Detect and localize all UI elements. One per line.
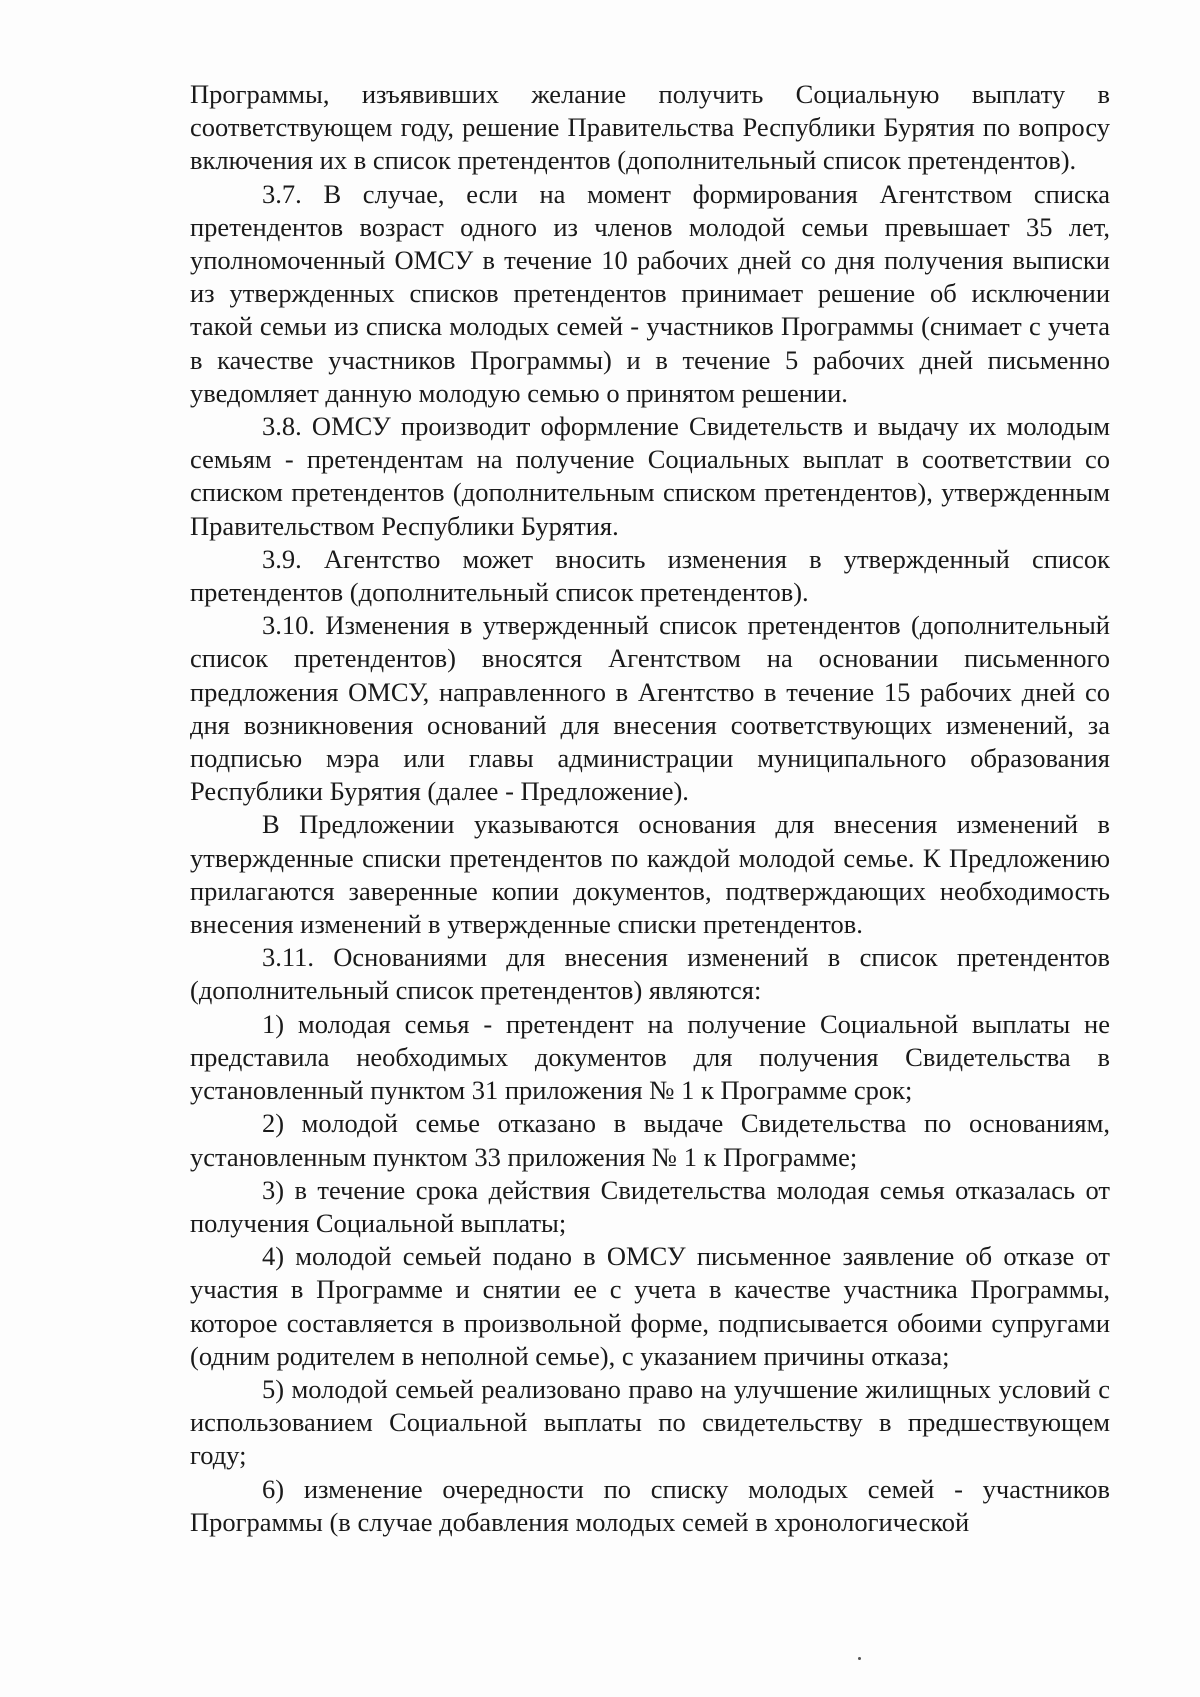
scan-speck	[858, 1657, 861, 1660]
paragraph-3-8: 3.8. ОМСУ производит оформление Свидетельств и выдачу их молодым семьям - претендентам на получение Социальных выплат в соответствии со списком претендентов (дополнительным списком претендентов), утвержденным Правительством Республики Бурятия.	[190, 411, 1110, 541]
list-item-5: 5) молодой семьей реализовано право на улучшение жилищных условий с использованием Социальной выплаты по свидетельству в предшествующем году;	[190, 1373, 1110, 1471]
paragraph-3-9: 3.9. Агентство может вносить изменения в утвержденный список претендентов (дополнительный список претендентов).	[190, 543, 1110, 608]
document-body	[190, 78, 1110, 1539]
paragraph-3-11: 3.11. Основаниями для внесения изменений в список претендентов (дополнительный список претендентов) являются:	[190, 942, 1110, 1006]
list-item-6: 6) изменение очередности по списку молодых семей - участников Программы (в случае добавления молодых семей в хронологической	[190, 1473, 1110, 1537]
paragraph-continuation: Программы, изъявивших желание получить Социальную выплату в соответствующем году, решение Правительства Республики Бурятия по вопросу включения их в список претендентов (дополнительный список претендентов).	[190, 79, 1110, 176]
paragraph-3-10: 3.10. Изменения в утвержденный список претендентов (дополнительный список претендентов) вносятся Агентством на основании письменного предложения ОМСУ, направленного в Агентство в течение 15 рабочих дней со дня возникновения оснований для внесения соответствующих изменений, за подписью мэра или главы администрации муниципального образования Республики Бурятия (далее - Предложение).	[190, 610, 1110, 807]
paragraph-3-7: 3.7. В случае, если на момент формирования Агентством списка претендентов возраст одного из членов молодой семьи превышает 35 лет, уполномоченный ОМСУ в течение 10 рабочих дней со дня получения выписки из утвержденных списков претендентов принимает решение об исключении такой семьи из списка молодых семей - участников Программы (снимает с учета в качестве участников Программы) и в течение 5 рабочих дней письменно уведомляет данную молодую семью о принятом решении.	[190, 178, 1110, 408]
list-item-4: 4) молодой семьей подано в ОМСУ письменное заявление об отказе от участия в Программе и снятии ее с учета в качестве участника Программы, которое составляется в произвольной форме, подписывается обоими супругами (одним родителем в неполной семье), с указанием причины отказа;	[190, 1241, 1110, 1371]
list-item-1: 1) молодая семья - претендент на получение Социальной выплаты не представила необходимых документов для получения Свидетельства в установленный пунктом 31 приложения № 1 к Программе срок;	[190, 1008, 1110, 1106]
list-item-3: 3) в течение срока действия Свидетельства молодая семья отказалась от получения Социальной выплаты;	[190, 1174, 1110, 1238]
list-item-2: 2) молодой семье отказано в выдаче Свидетельства по основаниям, установленным пунктом 33 приложения № 1 к Программе;	[190, 1108, 1110, 1172]
paragraph-proposal: В Предложении указываются основания для внесения изменений в утвержденные списки претендентов по каждой молодой семье. К Предложению прилагаются заверенные копии документов, подтверждающих необходимость внесения изменений в утвержденные списки претендентов.	[190, 809, 1110, 940]
